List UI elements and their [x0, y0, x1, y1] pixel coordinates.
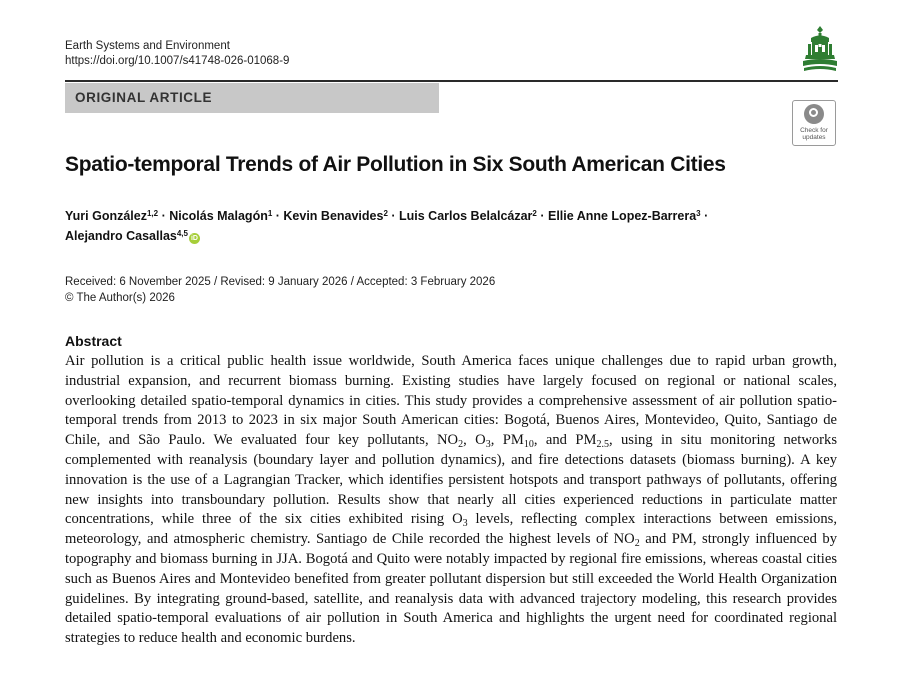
abstract-segment: and PM, strongly influenced by topography and biomass burning in JJA. Bogotá and Quito were notably impacted by regional fire emissions, whereas coastal cities such as Buenos Aires and Montevideo benefited from greater pollutant dispersion but still exceeded the World Health Organization guidelines. By integrating ground-based, satellite, and reanalysis data with advanced trajectory modeling, this research provides detailed spatio-temporal evaluations of air pollution in South America and highlights the urgent need for coordinated regional strategies to reduce health and economic burdens. [65, 531, 838, 647]
author-separator: · [158, 209, 170, 223]
article-title: Spatio-temporal Trends of Air Pollution in Six South American Cities [65, 153, 726, 176]
article-type-banner: ORIGINAL ARTICLE [65, 83, 439, 113]
copyright-line: © The Author(s) 2026 [65, 292, 175, 304]
abstract-subscript: 2 [634, 538, 640, 550]
author-affiliation: 2 [532, 209, 537, 218]
author-name[interactable]: Nicolás Malagón [169, 209, 268, 223]
author-separator: · [700, 209, 709, 223]
abstract-subscript: 3 [485, 439, 491, 451]
journal-info [65, 39, 289, 69]
abstract-segment: , using in situ monitoring networks complemented with reanalysis (boundary layer and pollution dynamics), and fire detections datasets (biomass burning). A key innovation is the use of a Lagrangian Tracker, which identifies persistent hotspots and transport pathways of pollutants, offering new insights into transboundary pollution. Results show that nearly all cities experienced reductions in particulate matter concentrations, while three of the six cities exhibited rising O [65, 432, 838, 528]
author-affiliation: 2 [383, 209, 388, 218]
author-name[interactable]: Alejandro Casallas [65, 229, 177, 243]
author-name[interactable]: Yuri González [65, 209, 147, 223]
orcid-icon[interactable]: iD [190, 235, 198, 242]
author-separator: · [387, 209, 400, 223]
history-dates: Received: 6 November 2025 / Revised: 9 January 2026 / Accepted: 3 February 2026 [65, 276, 496, 288]
abstract-segment: , PM [490, 432, 524, 449]
check-for-updates-button[interactable] [792, 100, 836, 146]
author-name[interactable]: Luis Carlos Belalcázar [399, 209, 533, 223]
check-for-updates-label: Check for updates [800, 127, 828, 141]
abstract-subscript: 3 [462, 518, 468, 530]
abstract-subscript: 2 [458, 439, 464, 451]
abstract-segment: , O [463, 432, 486, 449]
university-emblem-logo [800, 24, 840, 74]
author-name[interactable]: Kevin Benavides [283, 209, 384, 223]
abstract-segment: levels, reflecting complex interactions between emissions, meteorology, and atmospheric chemistry. Santiago de Chile recorded the highest levels of NO [65, 511, 837, 548]
header-rule [65, 80, 838, 82]
abstract-subscript: 10 [523, 439, 534, 451]
author-affiliation: 3 [696, 209, 701, 218]
abstract-text [65, 352, 837, 649]
author-separator: · [272, 209, 284, 223]
author-list [65, 206, 825, 246]
author-affiliation: 1,2 [146, 209, 159, 218]
author-affiliation: 4,5 [176, 229, 188, 238]
abstract-heading: Abstract [65, 333, 122, 349]
crossmark-icon [804, 104, 824, 124]
author-name[interactable]: Ellie Anne Lopez-Barrera [547, 209, 697, 223]
publication-dates [65, 274, 495, 306]
author-affiliation: 1 [267, 209, 273, 218]
author-separator: · [536, 209, 548, 223]
abstract-segment: Air pollution is a critical public health issue worldwide, South America faces unique challenges due to rapid urban growth, industrial expansion, and recurrent biomass burning. Existing studies have largely focused on regional or national scales, overlooking detailed spatio-temporal dynamics in cities. This study provides a comprehensive assessment of air pollution spatio-temporal trends from 2013 to 2023 in six major South American cities: Bogotá, Buenos Aires, Montevideo, Quito, Santiago de Chile, and São Paulo. We evaluated four key pollutants, NO [65, 353, 837, 449]
doi-link[interactable]: https://doi.org/10.1007/s41748-026-01068-9 [65, 55, 290, 67]
journal-name: Earth Systems and Environment [65, 40, 230, 52]
abstract-subscript: 2.5 [596, 439, 609, 451]
abstract-segment: , and PM [533, 432, 597, 449]
